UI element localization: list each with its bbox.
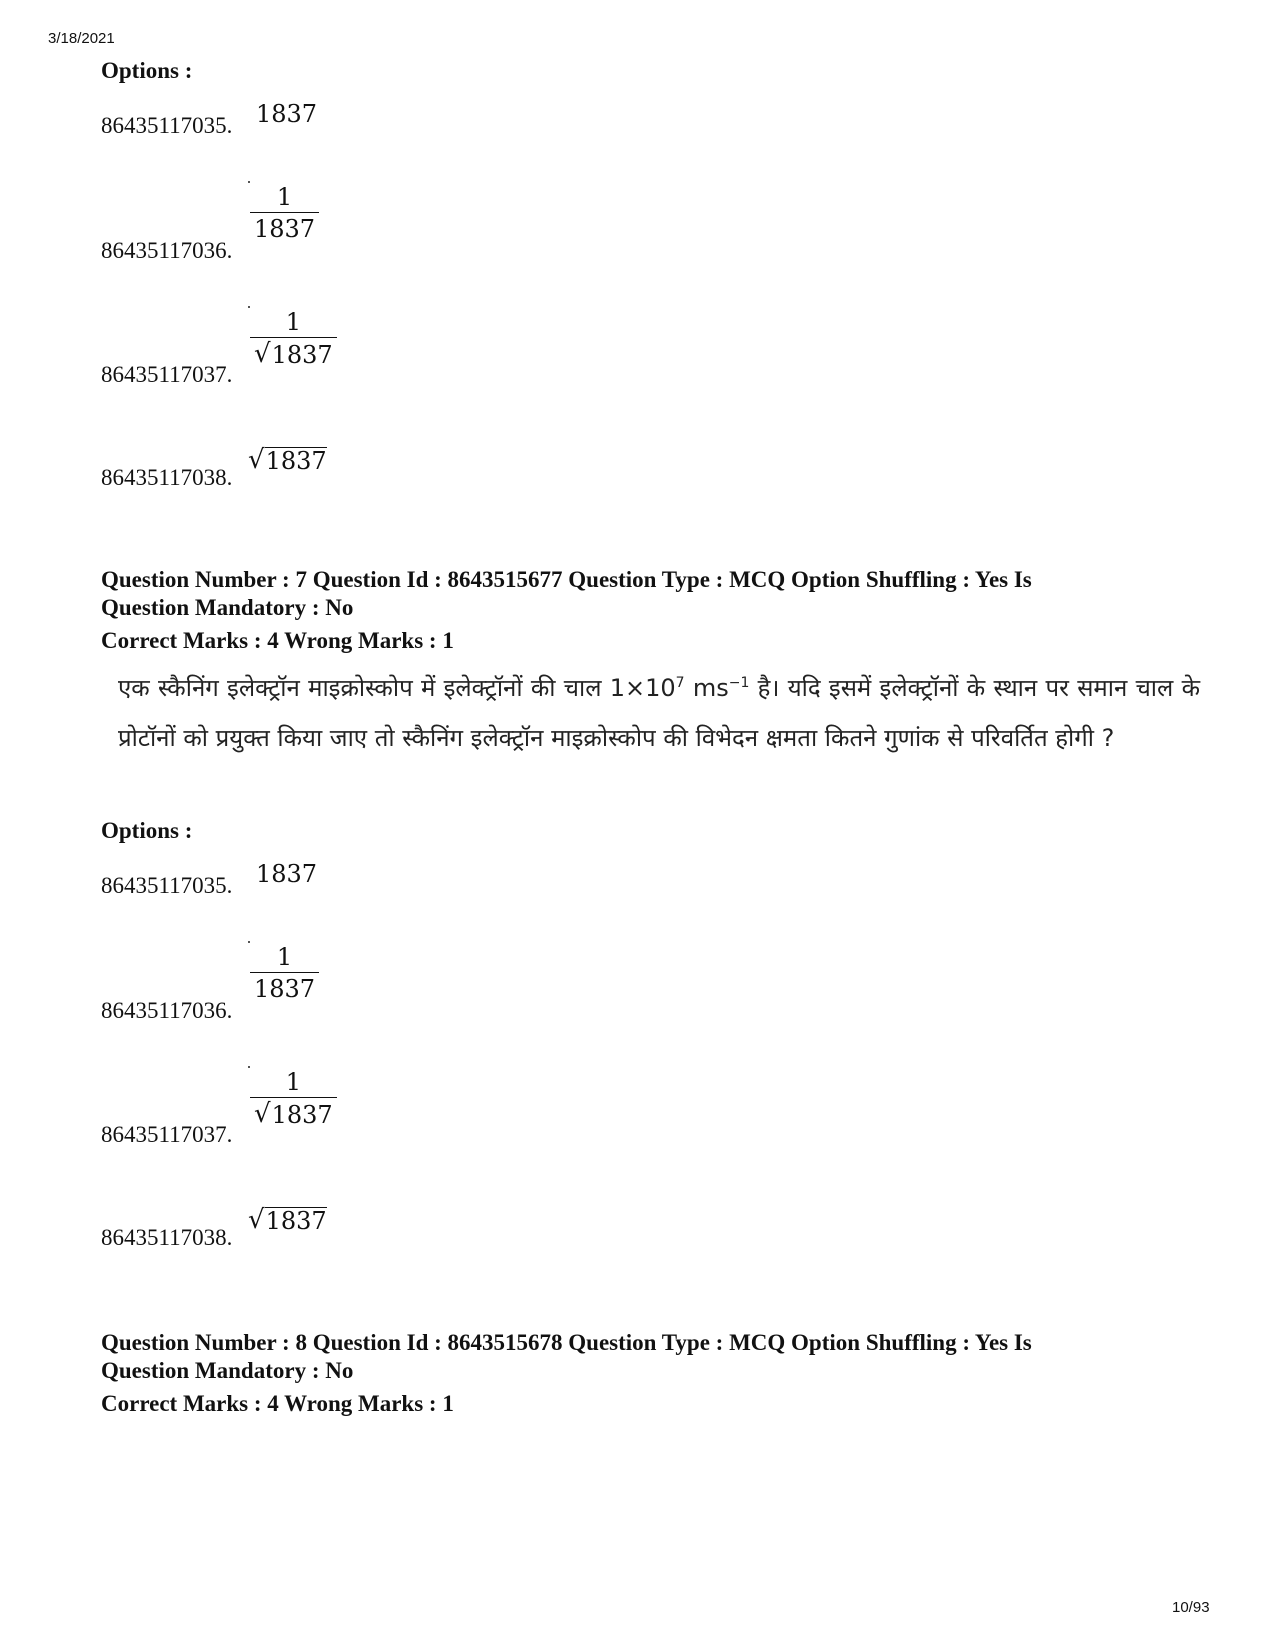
option-id: 86435117038. [101,465,233,490]
fraction-numerator: 1 [276,183,293,211]
fraction [250,942,319,1003]
fraction-root [250,1067,337,1128]
sqrt-expression [248,446,327,474]
option-id: 86435117035. [101,113,233,138]
sqrt-icon: √ [254,1099,271,1129]
fraction-denominator: 1837 [250,212,319,243]
radicand: 1837 [271,1101,333,1129]
sqrt-denominator [250,1097,337,1128]
radicand: 1837 [271,341,333,369]
radicand: 1837 [265,447,327,475]
option-id: 86435117037. [101,362,233,387]
question-marks: Correct Marks : 4 Wrong Marks : 1 [101,628,454,653]
fraction-denominator: 1837 [250,972,319,1003]
fraction [250,182,319,243]
fraction-numerator: 1 [276,943,293,971]
question-marks: Correct Marks : 4 Wrong Marks : 1 [101,1391,454,1416]
page-number: 10/93 [1172,1599,1210,1616]
sqrt-icon: √ [248,445,265,475]
option-id: 86435117036. [101,238,233,263]
fraction-numerator: 1 [285,1068,301,1096]
radicand: 1837 [265,1207,327,1235]
sqrt-expression [248,1206,327,1234]
option-value: 1837 [256,860,318,888]
option-id: 86435117037. [101,1122,233,1147]
print-date: 3/18/2021 [48,30,115,47]
question-header: Question Number : 8 Question Id : 8643515678 Question Type : MCQ Option Shuffling : Yes Is [101,1330,1032,1355]
question-header: Question Number : 7 Question Id : 8643515677 Question Type : MCQ Option Shuffling : Yes Is [101,567,1032,592]
question-mandatory: Question Mandatory : No [101,1358,354,1383]
options-label: Options : [101,58,193,83]
option-id: 86435117035. [101,873,233,898]
sqrt-icon: √ [248,1205,265,1235]
option-id: 86435117036. [101,998,233,1023]
question-text: एक स्कैनिंग इलेक्ट्रॉन माइक्रोस्कोप में इलेक्ट्रॉनों की चाल $1\times 10^7$ $ms^{-1}$ है। यदि इसमें इलेक्ट्रॉनों के स्थान पर समान चाल के प्रोटॉनों को प्रयुक्त किया जाए तो स्कैनिंग इलेक्ट्रॉन माइक्रोस्कोप की विभेदन क्षमता कितने गुणांक से परिवर्तित होगी ? [118,674,1200,752]
sqrt-icon: √ [254,339,271,369]
fraction-numerator: 1 [285,308,301,336]
option-value: 1837 [256,100,318,128]
sqrt-denominator [250,337,337,368]
option-id: 86435117038. [101,1225,233,1250]
fraction-root [250,307,337,368]
question-mandatory: Question Mandatory : No [101,595,354,620]
options-label: Options : [101,818,193,843]
